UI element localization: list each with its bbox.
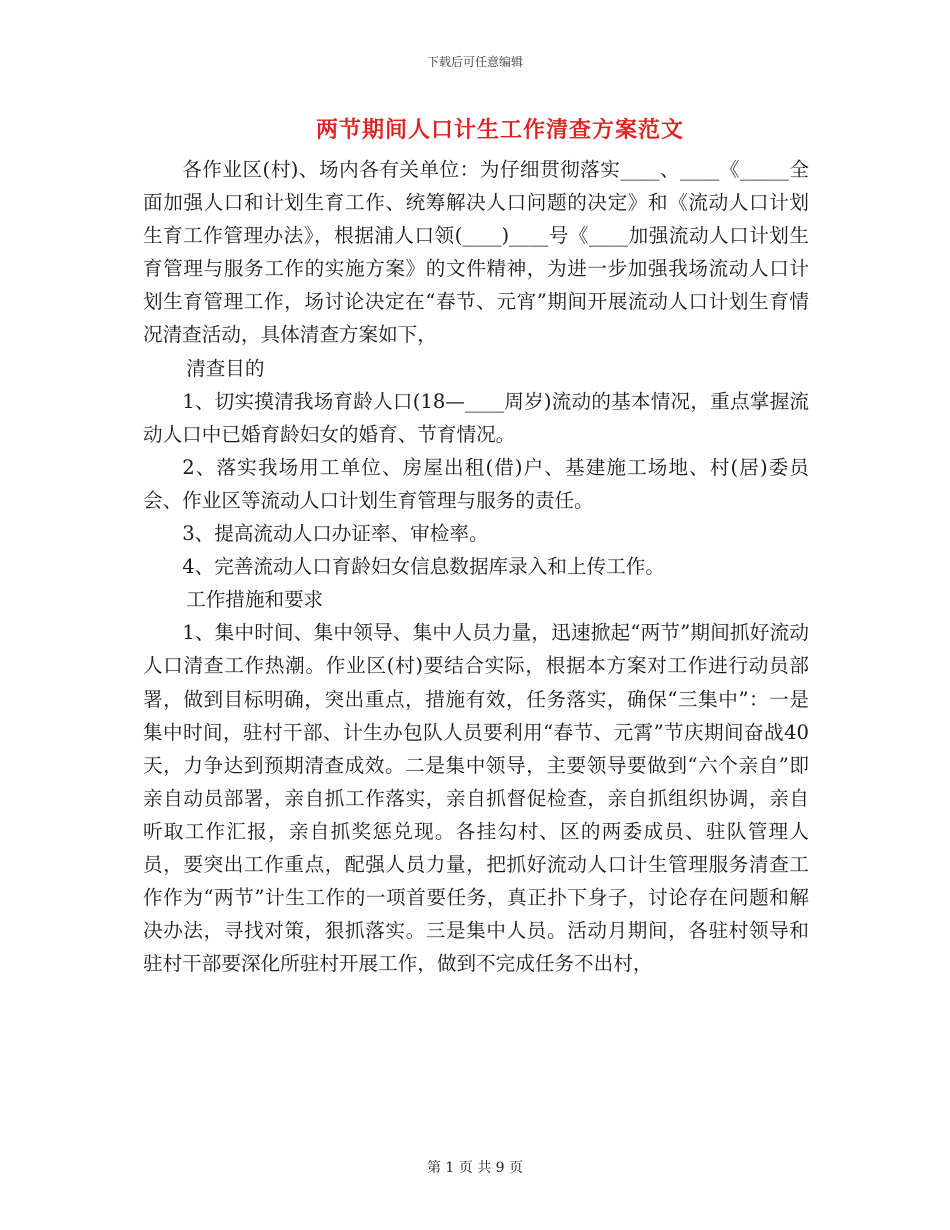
purpose-item-3: 3、提高流动人口办证率、审检率。	[182, 522, 489, 546]
section-heading-purpose: 清查目的	[186, 356, 265, 380]
purpose-item-2: 2、落实我场用工单位、房屋出租(借)户、基建施工场地、村(居)委员会、作业区等流动人口计划生育管理与服务的责任。	[143, 455, 809, 512]
page-number: 第 1 页 共 9 页	[426, 1160, 524, 1176]
intro-paragraph: 各作业区(村)、场内各有关单位：为仔细贯彻落实____、____《_____全面加强人口和计划生育工作、统筹解决人口问题的决定》和《流动人口计划生育工作管理办法》，根据浦人口领(____)____号《____加强流动人口计划生育管理与服务工作的实施方案》的文件精神，为进一步加强我场流动人口计划生育管理工作，场讨论决定在“春节、元宵”期间开展流动人口计划生育情况清查活动，具体清查方案如下，	[143, 158, 809, 347]
section-heading-measures: 工作措施和要求	[186, 588, 324, 612]
document-title: 两节期间人口计生工作清查方案范文	[315, 117, 684, 143]
header-note: 下载后可任意编辑	[426, 55, 523, 69]
purpose-item-1: 1、切实摸清我场育龄人口(18—____周岁)流动的基本情况，重点掌握流动人口中已婚育龄妇女的婚育、节育情况。	[143, 389, 809, 446]
measures-item-1: 1、集中时间、集中领导、集中人员力量，迅速掀起“两节”期间抓好流动人口清查工作热潮。作业区(村)要结合实际，根据本方案对工作进行动员部署，做到目标明确，突出重点，措施有效，任务落实，确保“三集中”：一是集中时间，驻村干部、计生办包队人员要利用“春节、元霄”节庆期间奋战40天，力争达到预期清查成效。二是集中领导，主要领导要做到“六个亲自”即亲自动员部署，亲自抓工作落实，亲自抓督促检查，亲自抓组织协调，亲自听取工作汇报，亲自抓奖惩兑现。各挂勾村、区的两委成员、驻队管理人员，要突出工作重点，配强人员力量，把抓好流动人口计生管理服务清查工作作为“两节”计生工作的一项首要任务，真正扑下身子，讨论存在问题和解决办法，寻找对策，狠抓落实。三是集中人员。活动月期间，各驻村领导和驻村干部要深化所驻村开展工作，做到不完成任务不出村，	[143, 621, 809, 976]
document-body	[143, 153, 809, 980]
purpose-item-4: 4、完善流动人口育龄妇女信息数据库录入和上传工作。	[182, 555, 665, 579]
